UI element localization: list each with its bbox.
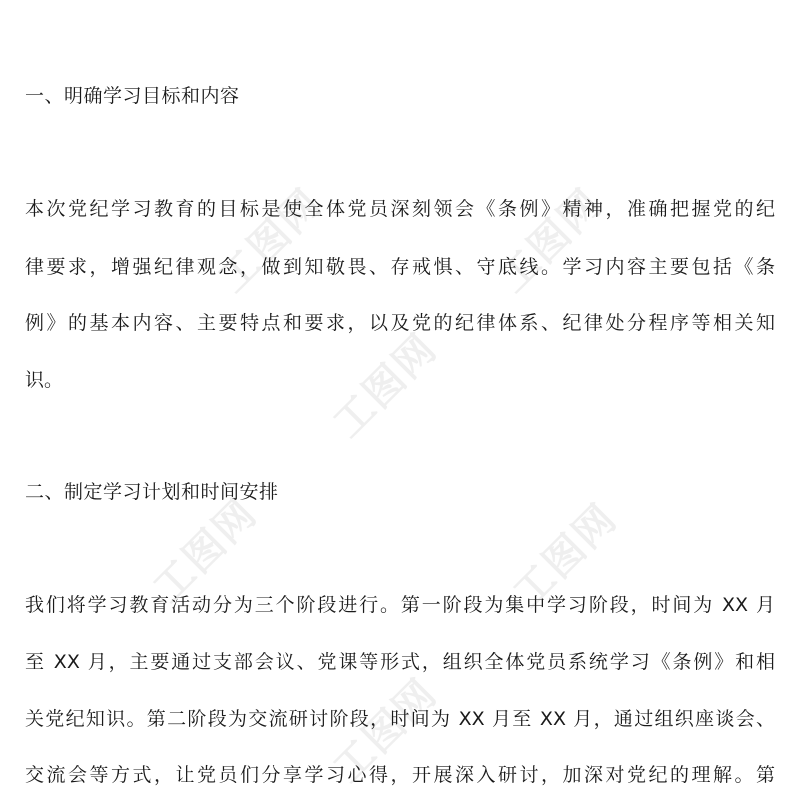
paragraph-line: 本次党纪学习教育的目标是使全体党员深刻领会《条例》精神，准确把握党的纪 <box>25 198 775 220</box>
paragraph-line: 律要求，增强纪律观念，做到知敬畏、存戒惧、守底线。学习内容主要包括《条 <box>25 256 775 278</box>
section-heading: 一、明确学习目标和内容 <box>25 85 240 107</box>
section-heading: 二、制定学习计划和时间安排 <box>25 481 279 503</box>
paragraph-line: 例》的基本内容、主要特点和要求，以及党的纪律体系、纪律处分程序等相关知 <box>25 312 775 334</box>
paragraph-line: 我们将学习教育活动分为三个阶段进行。第一阶段为集中学习阶段，时间为 XX 月 <box>25 594 775 616</box>
paragraph-line: 关党纪知识。第二阶段为交流研讨阶段，时间为 XX 月至 XX 月，通过组织座谈会、 <box>25 708 775 730</box>
watermark: 工图网 <box>504 495 627 617</box>
watermark: 工图网 <box>209 180 332 302</box>
watermark: 工图网 <box>324 325 447 447</box>
watermark: 工图网 <box>489 180 612 302</box>
watermark: 工图网 <box>324 670 447 792</box>
paragraph-line: 交流会等方式，让党员们分享学习心得，开展深入研讨，加深对党纪的理解。第 <box>25 764 775 786</box>
watermark: 工图网 <box>144 490 267 612</box>
paragraph-line: 识。 <box>25 369 64 391</box>
paragraph-line: 至 XX 月，主要通过支部会议、党课等形式，组织全体党员系统学习《条例》和相 <box>25 651 775 673</box>
